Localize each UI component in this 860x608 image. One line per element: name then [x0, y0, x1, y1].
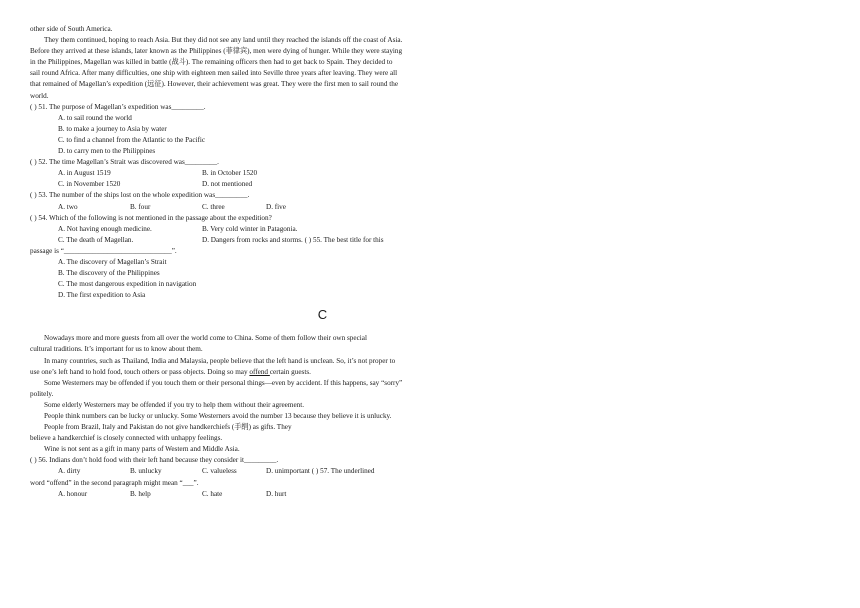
passage-line: in the Philippines, Magellan was killed in battle (战斗). The remaining officers then had to get back to Spain. They decided to [30, 58, 393, 67]
answer-option: C. valueless [202, 467, 237, 476]
answer-option: C. The most dangerous expedition in navigation [58, 280, 197, 289]
underlined-word: offend [249, 367, 270, 376]
passage-line: Before they arrived at these islands, later known as the Philippines (菲律宾), men were dying of hunger. While they were staying [30, 47, 403, 56]
answer-option: A. dirty [58, 467, 81, 476]
answer-option: D. unimportant ( ) 57. The underlined [266, 467, 375, 476]
answer-option: A. honour [58, 489, 88, 498]
answer-option: C. in November 1520 [58, 180, 121, 189]
option-row [30, 202, 830, 213]
answer-option: B. Very cold winter in Patagonia. [202, 224, 298, 233]
passage-line: world. [30, 91, 49, 100]
question-stem: ( ) 53. The number of the ships lost on the whole expedition was_________. [30, 191, 250, 200]
question-51 [30, 102, 830, 157]
question-stem: ( ) 56. Indians don’t hold food with their left hand because they consider it_________. [30, 456, 279, 465]
passage-text: use one’s left hand to hold food, touch others or pass objects. Doing so may [30, 367, 250, 376]
question-stem: ( ) 54. Which of the following is not mentioned in the passage about the expedition? [30, 213, 272, 222]
question-52 [30, 157, 830, 190]
passage-line: other side of South America. [30, 25, 113, 33]
passage-line: People from Brazil, Italy and Pakistan do not give handkerchiefs (手绢) as gifts. They [44, 423, 292, 432]
passage-text: certain guests. [269, 367, 311, 376]
answer-option: B. The discovery of the Philippines [58, 269, 160, 278]
question-56 [30, 455, 830, 477]
answer-option: C. to find a channel from the Atlantic to the Pacific [58, 135, 206, 144]
answer-option: B. help [130, 489, 151, 498]
answer-option: D. to carry men to the Philippines [58, 147, 156, 156]
question-stem: ( ) 52. The time Magellan’s Strait was discovered was_________. [30, 158, 219, 167]
option-row [30, 179, 830, 190]
option-row [30, 224, 830, 235]
option-row [30, 168, 830, 179]
question-54 [30, 213, 830, 246]
section-heading: C [317, 307, 328, 323]
answer-option: B. in October 1520 [202, 169, 258, 178]
passage-line: cultural traditions. It’s important for us to know about them. [30, 345, 203, 354]
option-row [30, 235, 830, 246]
question-stem: passage is “______________________________”. [30, 246, 177, 255]
answer-option: C. three [202, 202, 225, 211]
answer-option: B. unlucky [130, 467, 162, 476]
answer-option: C. hate [202, 489, 223, 498]
exam-page [30, 24, 830, 500]
passage-c [30, 333, 830, 455]
question-53 [30, 190, 830, 212]
answer-option: D. not mentioned [202, 180, 253, 189]
option-row [30, 489, 830, 500]
passage-line: In many countries, such as Thailand, India and Malaysia, people believe that the left hand is unclean. So, it’s not proper to [44, 356, 396, 365]
answer-option: B. to make a journey to Asia by water [58, 124, 167, 133]
question-55 [30, 246, 830, 301]
answer-option: A. in August 1519 [58, 169, 111, 178]
answer-option: D. Dangers from rocks and storms. ( ) 55. The best title for this [202, 235, 384, 244]
answer-option: D. five [266, 202, 286, 211]
passage-line: Nowadays more and more guests from all over the world come to China. Some of them follow their own special [44, 334, 367, 343]
passage-line: They them continued, hoping to reach Asia. But they did not see any land until they reached the islands off the coast of Asia. [44, 36, 403, 45]
passage-line: People think numbers can be lucky or unlucky. Some Westerners avoid the number 13 because they believe it is unlucky. [44, 412, 392, 420]
passage-line: that remained of Magellan’s expedition (远征). However, their achievement was great. They were the first men to sail round the [30, 80, 399, 89]
passage-line: Some Westerners may be offended if you touch them or their personal things—even by accident. If this happens, say “sorry” [44, 378, 403, 387]
answer-option: A. two [58, 202, 78, 211]
passage-b-tail [30, 24, 830, 102]
answer-option: D. The first expedition to Asia [58, 291, 146, 300]
passage-line: Wine is not sent as a gift in many parts of Western and Middle Asia. [44, 445, 240, 454]
question-57 [30, 478, 830, 500]
answer-option: A. to sail round the world [58, 113, 132, 122]
option-row [30, 466, 830, 477]
passage-line [30, 367, 830, 378]
passage-line: sail round Africa. After many difficulties, one ship with eighteen men sailed into Seville three years after leaving. They were all [30, 69, 398, 78]
question-stem: ( ) 51. The purpose of Magellan’s expedition was_________. [30, 102, 206, 111]
answer-option: C. The death of Magellan. [58, 235, 134, 244]
answer-option: D. hurt [266, 489, 287, 498]
passage-line: Some elderly Westerners may be offended if you try to help them without their agreement. [44, 400, 305, 409]
answer-option: B. four [130, 202, 151, 211]
passage-line: believe a handkerchief is closely connected with unhappy feelings. [30, 434, 223, 443]
answer-option: A. Not having enough medicine. [58, 224, 152, 233]
answer-option: A. The discovery of Magellan’s Strait [58, 257, 167, 266]
passage-line: politely. [30, 389, 54, 398]
question-stem: word “offend” in the second paragraph might mean “___”. [30, 478, 199, 487]
